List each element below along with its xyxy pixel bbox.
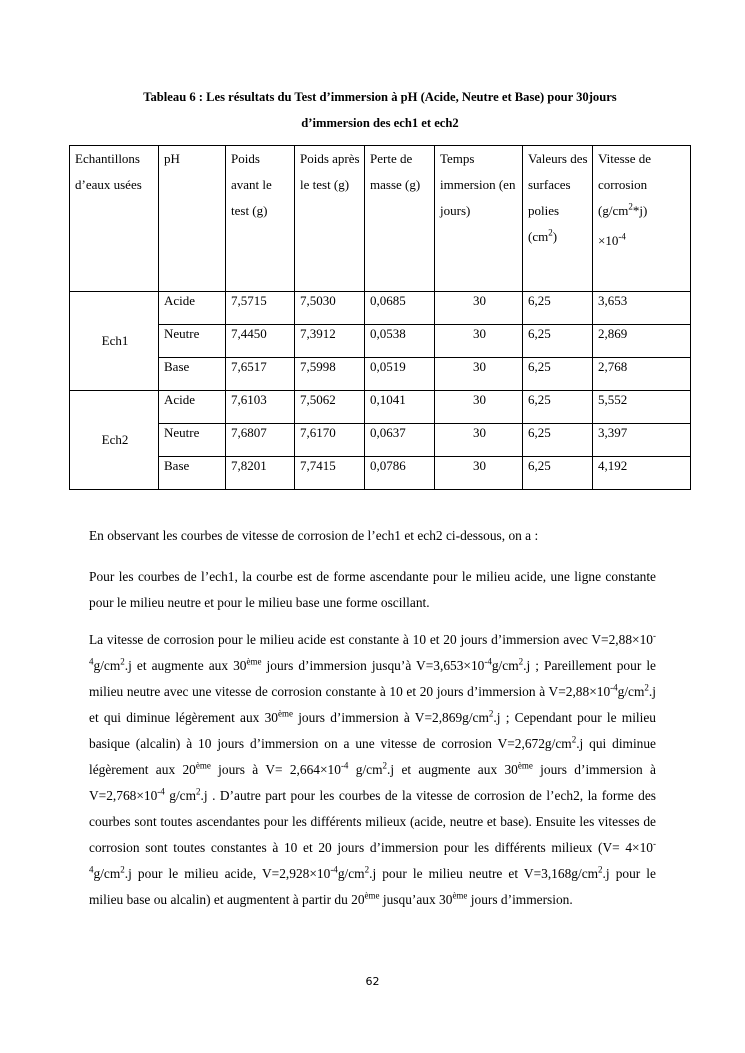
cell-after: 7,5030 (295, 292, 365, 325)
cell-before: 7,4450 (226, 325, 295, 358)
cell-ph: Neutre (159, 325, 226, 358)
cell-before: 7,8201 (226, 457, 295, 490)
cell-ph: Acide (159, 292, 226, 325)
header-mass-loss: Perte de masse (g) (365, 146, 435, 292)
cell-days: 30 (435, 325, 523, 358)
cell-surface: 6,25 (523, 292, 593, 325)
cell-loss: 0,0637 (365, 424, 435, 457)
cell-after: 7,7415 (295, 457, 365, 490)
cell-ph: Base (159, 457, 226, 490)
cell-days: 30 (435, 424, 523, 457)
cell-days: 30 (435, 391, 523, 424)
paragraph-ech1-summary: Pour les courbes de l’ech1, la courbe est de forme ascendante pour le milieu acide, une ligne constante pour le milieu neutre et pour le milieu base une forme oscillant. (89, 569, 656, 610)
rate-multiplier: $\times 10^{-4}$ (598, 231, 626, 248)
table-caption (70, 84, 690, 136)
caption-line-2: d’immersion des ech1 et ech2 (301, 116, 459, 130)
cell-before: 7,6103 (226, 391, 295, 424)
header-duration: Temps immersion (en jours) (435, 146, 523, 292)
cell-loss: 0,0519 (365, 358, 435, 391)
paragraph-intro: En observant les courbes de vitesse de corrosion de l’ech1 et ech2 ci-dessous, on a : (89, 528, 539, 543)
table-row (70, 358, 691, 391)
header-rate: Vitesse de corrosion $(g/cm^2*j)$ $\times 10^{-4}$ (593, 146, 691, 292)
cell-surface: 6,25 (523, 325, 593, 358)
cell-days: 30 (435, 292, 523, 325)
cell-rate: 4,192 (593, 457, 691, 490)
cell-surface: 6,25 (523, 424, 593, 457)
sample-name-cell: Ech1 (70, 292, 159, 391)
cell-loss: 0,0685 (365, 292, 435, 325)
header-surface: Valeurs des surfaces polies $(cm^2)$ (523, 146, 593, 292)
page-number: 62 (365, 975, 380, 988)
paragraph-details: La vitesse de corrosion pour le milieu acide est constante à 10 et 20 jours d’immersion avec $V=2,88\times 10^{-4}g/cm^2.j$ et augmente aux 30ème jours d’immersion jusqu’à $V=3,653\times 10^{-4}g/cm^2.j$ ; Pareillement pour le milieu neutre avec une vitesse de corrosion constante à 10 et 20 jours d’immersion à $V=2,88\times 10^{-4}g/cm^2.j$ et qui diminue légèrement aux 30ème jours d’immersion à $V=2,869g/cm^2.j$ ; Cependant pour le milieu basique (alcalin) à 10 jours d’immersion on a une vitesse de corrosion $V=2,672g/cm^2.j$ qui diminue légèrement aux 20ème jours à $V= 2,664\times 10^{-4}$ $g/cm^2.j$ et augmente aux 30ème jours d’immersion à $V=2,768\times 10^{-4}$ $g/cm^2.j$ . D’autre part pour les courbes de la vitesse de corrosion de l’ech2, la forme des courbes sont toutes ascendantes pour les différents milieux (acide, neutre et base). Ensuite les vitesses de corrosion sont toutes constantes à 10 et 20 jours d’immersion pour les différents milieux ($V= 4\times 10^{-4}g/cm^2.j$ pour le milieu acide, $V=2,928\times 10^{-4}g/cm^2.j$ pour le milieu neutre et $V=3,168g/cm^2.j$ pour le milieu base ou alcalin) et augmentent à partir du 20ème jusqu’aux 30ème jours d’immersion. (89, 630, 657, 907)
table-row (70, 325, 691, 358)
table-row (70, 391, 691, 424)
cell-ph: Neutre (159, 424, 226, 457)
cell-surface: 6,25 (523, 457, 593, 490)
cell-rate: 3,397 (593, 424, 691, 457)
header-sample: Echantillons d’eaux usées (70, 146, 159, 292)
caption-line-1: Tableau 6 : Les résultats du Test d’immersion à pH (Acide, Neutre et Base) pour 30jours (143, 90, 617, 104)
cell-before: 7,6807 (226, 424, 295, 457)
table-row (70, 424, 691, 457)
results-table (69, 145, 691, 490)
cell-days: 30 (435, 457, 523, 490)
cell-after: 7,5062 (295, 391, 365, 424)
cell-loss: 0,0786 (365, 457, 435, 490)
cell-rate: 3,653 (593, 292, 691, 325)
cell-surface: 6,25 (523, 358, 593, 391)
cell-before: 7,5715 (226, 292, 295, 325)
cell-loss: 0,0538 (365, 325, 435, 358)
table-row (70, 457, 691, 490)
table-row (70, 292, 691, 325)
header-weight-after: Poids après le test (g) (295, 146, 365, 292)
sample-name-cell: Ech2 (70, 391, 159, 490)
cell-rate: 5,552 (593, 391, 691, 424)
cell-after: 7,5998 (295, 358, 365, 391)
cell-rate: 2,869 (593, 325, 691, 358)
cell-rate: 2,768 (593, 358, 691, 391)
header-ph: pH (159, 146, 226, 292)
table-body (70, 292, 691, 490)
cell-before: 7,6517 (226, 358, 295, 391)
cell-ph: Acide (159, 391, 226, 424)
cell-after: 7,6170 (295, 424, 365, 457)
cell-loss: 0,1041 (365, 391, 435, 424)
cell-ph: Base (159, 358, 226, 391)
cell-after: 7,3912 (295, 325, 365, 358)
header-weight-before: Poids avant le test (g) (226, 146, 295, 292)
cell-surface: 6,25 (523, 391, 593, 424)
header-row (70, 146, 691, 292)
cell-days: 30 (435, 358, 523, 391)
